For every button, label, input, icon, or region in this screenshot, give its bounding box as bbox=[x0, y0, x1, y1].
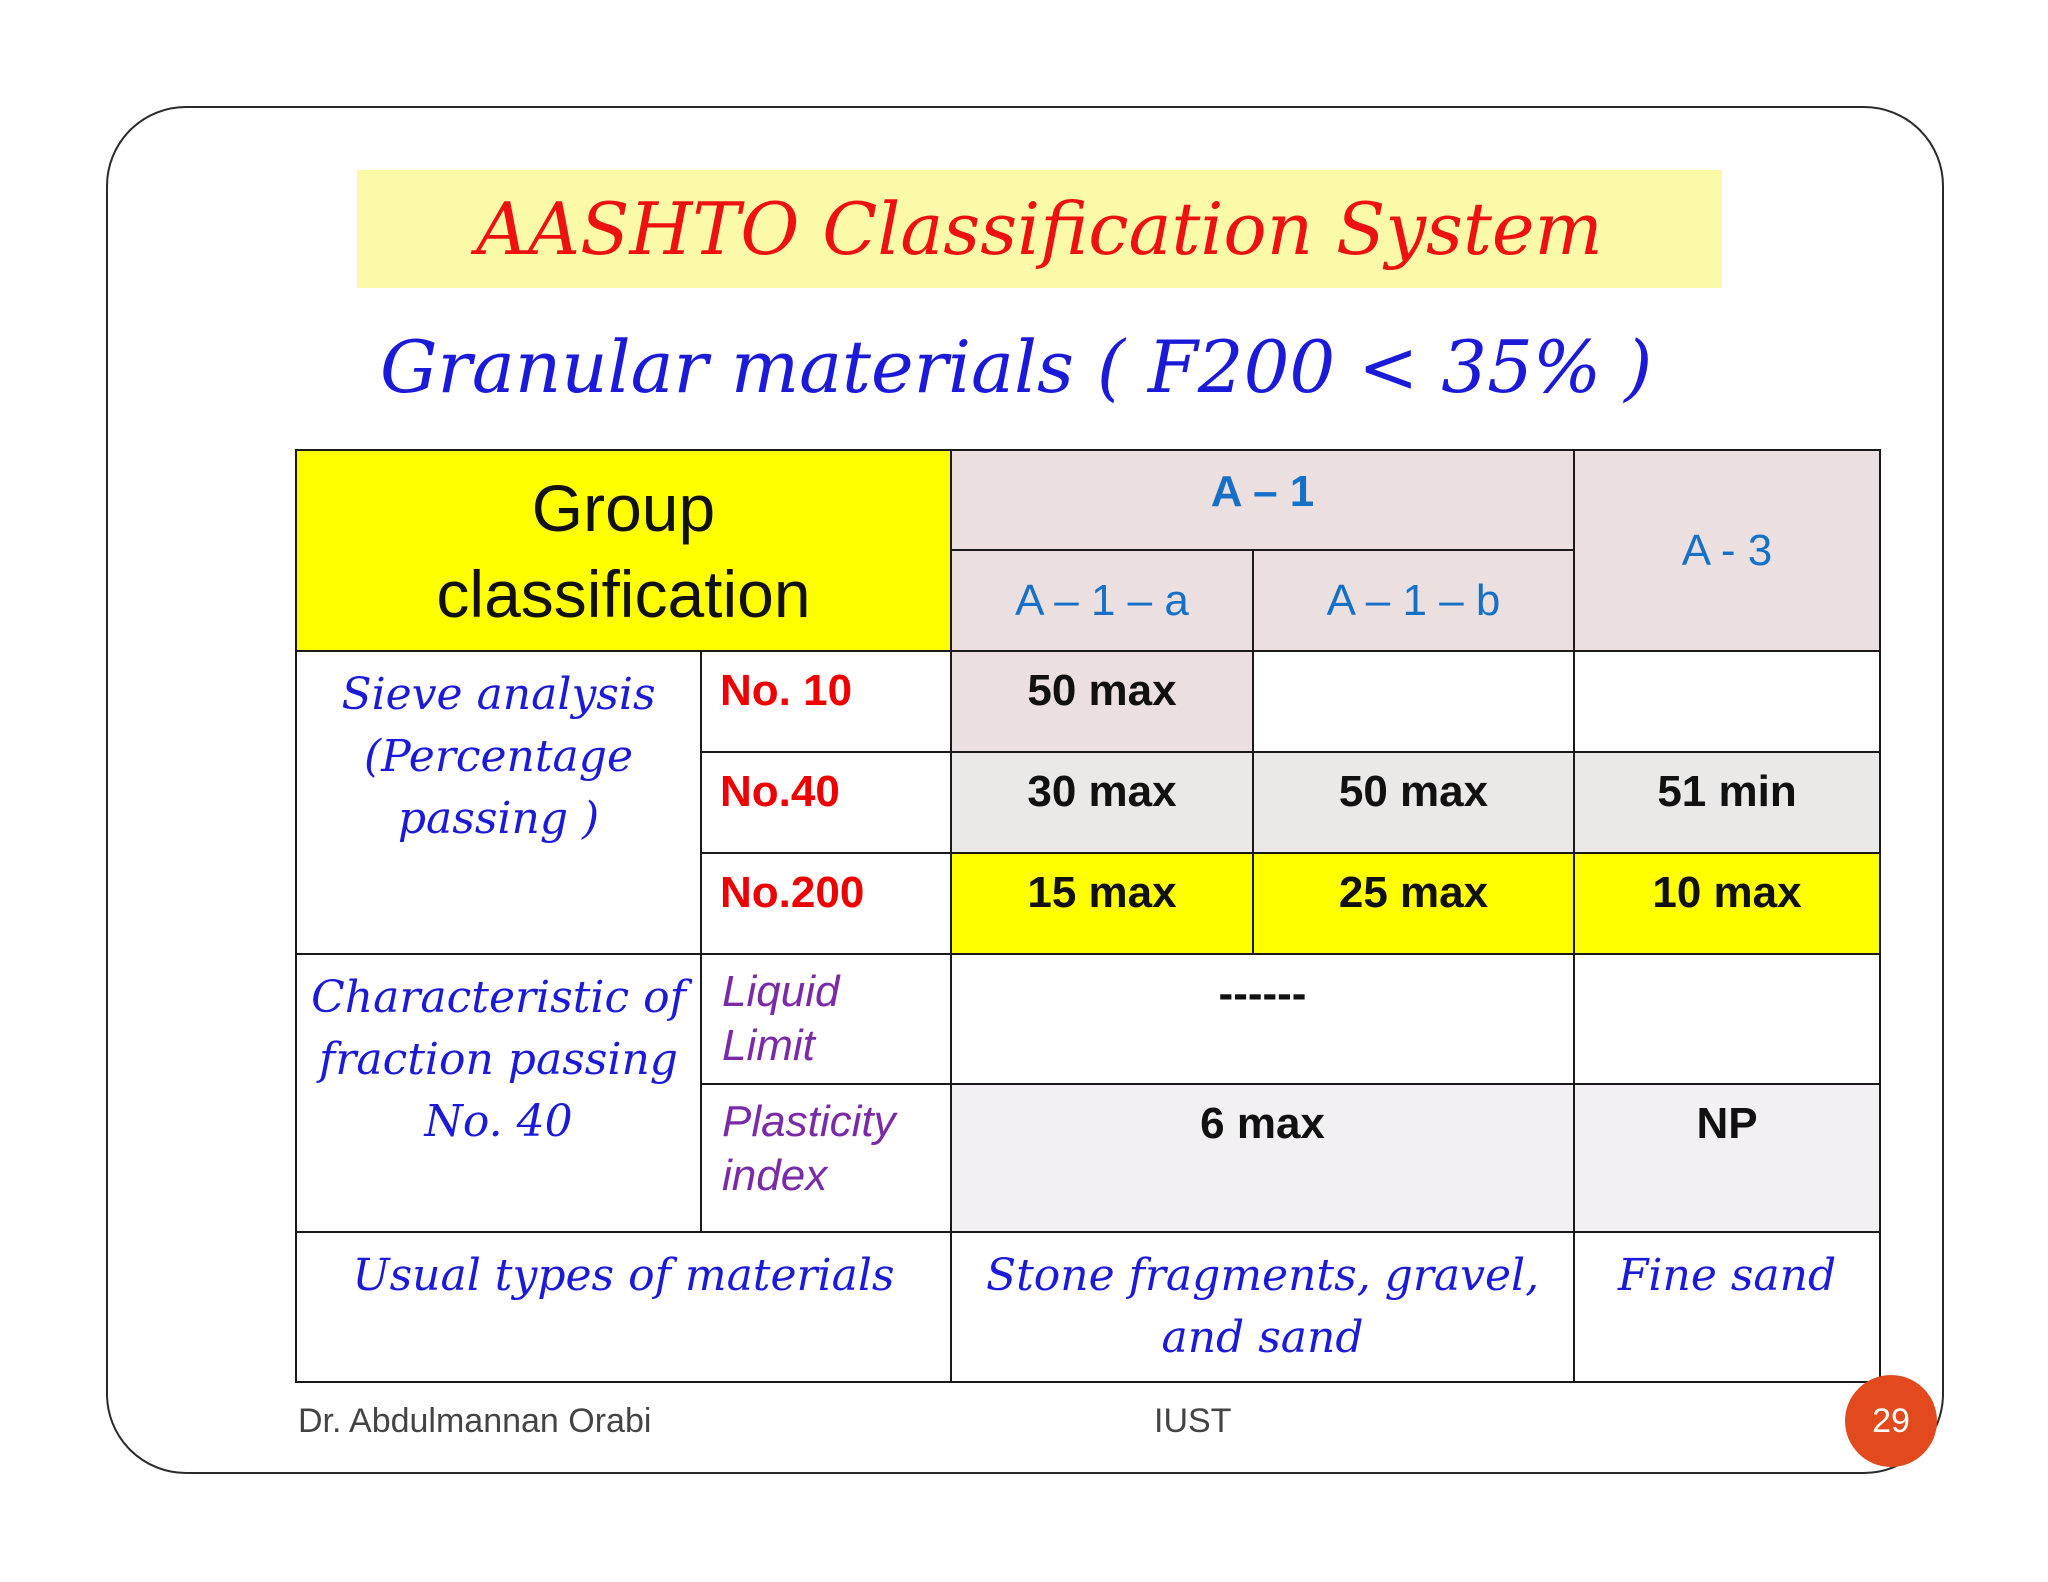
footer-institution: IUST bbox=[1154, 1402, 1232, 1440]
characteristic-line3: No. 40 bbox=[424, 1096, 573, 1147]
characteristic-line1: Characteristic of bbox=[311, 972, 686, 1023]
liquid-limit-a3-value bbox=[1574, 954, 1880, 1084]
characteristic-label bbox=[296, 954, 701, 1232]
sieve-label-line3: passing ) bbox=[397, 793, 600, 844]
sieve-no40-label: No.40 bbox=[701, 752, 951, 853]
no40-a1b-value: 50 max bbox=[1253, 752, 1574, 853]
liquid-limit-line1: Liquid bbox=[722, 967, 840, 1016]
title-banner bbox=[357, 170, 1722, 288]
liquid-limit-line2: Limit bbox=[722, 1021, 815, 1070]
footer-author: Dr. Abdulmannan Orabi bbox=[298, 1402, 652, 1440]
no40-a1a-value: 30 max bbox=[951, 752, 1253, 853]
no10-a1a-value: 50 max bbox=[951, 651, 1253, 752]
plasticity-index-label bbox=[701, 1084, 951, 1232]
slide-subtitle: Granular materials ( F200 < 35% ) bbox=[380, 325, 1653, 409]
no10-a3-value bbox=[1574, 651, 1880, 752]
no200-a1b-value: 25 max bbox=[1253, 853, 1574, 954]
plasticity-a1-value: 6 max bbox=[951, 1084, 1574, 1232]
sieve-no10-label: No. 10 bbox=[701, 651, 951, 752]
usual-types-label: Usual types of materials bbox=[296, 1232, 951, 1382]
group-label-line2: classification bbox=[436, 556, 811, 631]
plasticity-a3-value: NP bbox=[1574, 1084, 1880, 1232]
sieve-no200-label: No.200 bbox=[701, 853, 951, 954]
slide-title: AASHTO Classification System bbox=[476, 187, 1603, 271]
no10-a1b-value bbox=[1253, 651, 1574, 752]
liquid-limit-label bbox=[701, 954, 951, 1084]
group-label-line1: Group bbox=[531, 470, 716, 545]
no200-a1a-value: 15 max bbox=[951, 853, 1253, 954]
usual-types-a1-value: Stone fragments, gravel, and sand bbox=[951, 1232, 1574, 1382]
sieve-analysis-label bbox=[296, 651, 701, 954]
plasticity-line1: Plasticity bbox=[722, 1097, 896, 1146]
classification-table bbox=[295, 449, 1881, 1383]
liquid-limit-a1-value: ------ bbox=[951, 954, 1574, 1084]
a1b-header: A – 1 – b bbox=[1253, 550, 1574, 651]
no200-a3-value: 10 max bbox=[1574, 853, 1880, 954]
sieve-label-line2: (Percentage bbox=[363, 731, 633, 782]
usual-types-a3-value: Fine sand bbox=[1574, 1232, 1880, 1382]
plasticity-line2: index bbox=[722, 1151, 828, 1200]
no40-a3-value: 51 min bbox=[1574, 752, 1880, 853]
a3-header: A - 3 bbox=[1574, 450, 1880, 651]
characteristic-line2: fraction passing bbox=[319, 1034, 678, 1085]
group-classification-header bbox=[296, 450, 951, 651]
page-number-badge: 29 bbox=[1845, 1375, 1937, 1467]
a1-header: A – 1 bbox=[951, 450, 1574, 550]
sieve-label-line1: Sieve analysis bbox=[341, 669, 656, 720]
a1a-header: A – 1 – a bbox=[951, 550, 1253, 651]
